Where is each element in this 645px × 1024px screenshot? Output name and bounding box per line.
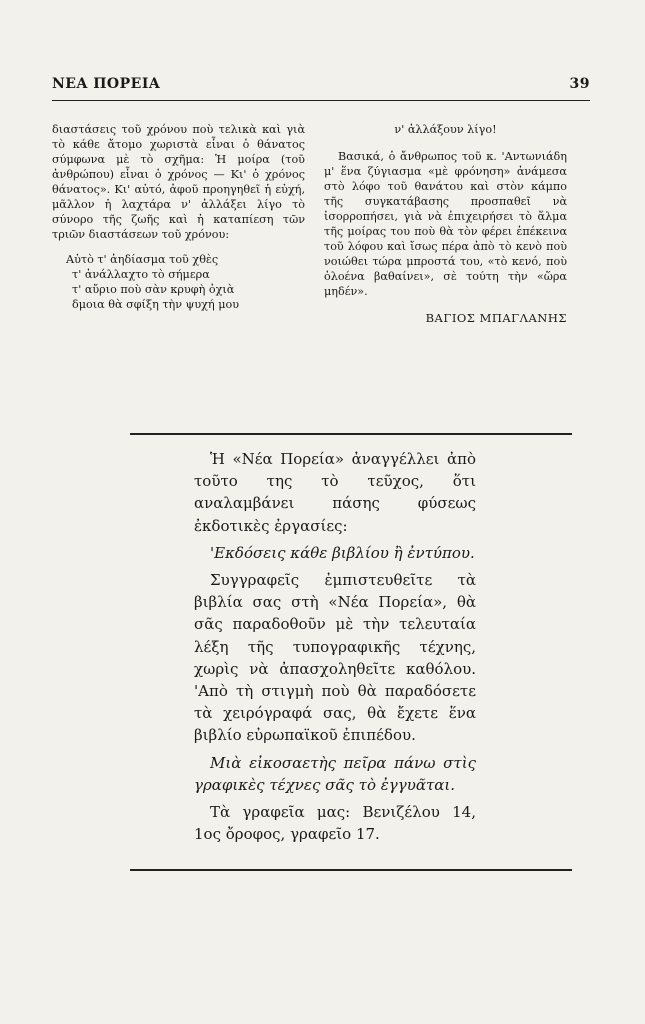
ad-writers: Συγγραφεῖς ἐμπιστευθεῖτε τὰ βιβλία σας στὴ «Νέα Πορεία», θὰ σᾶς παραδοθοῦν μὲ τὴν τελευταία λέξη τῆς τυπογραφικῆς τέχνης, χωρὶς νὰ ἀπασχοληθεῖτε καθόλου. 'Απὸ τὴ στιγμὴ ποὺ θὰ παραδόσετε τὰ χειρόγραφά σας, θὰ ἔχετε ἕνα βιβλίο εὐρωπαϊκοῦ ἐπιπέδου. — [194, 571, 476, 745]
right-column — [324, 122, 567, 332]
ad-intro: Ἡ «Νέα Πορεία» ἀναγγέλλει ἀπὸ τοῦτο της τὸ τεῦχος, ὅτι αναλαμβάνει πάσης φύσεως ἐκδοτικὲς ἐργασίες: — [194, 450, 476, 535]
poem-quote — [66, 252, 305, 312]
page-number: 39 — [569, 76, 590, 92]
section-divider-bottom — [130, 869, 572, 871]
poem-line: τ' αὔριο ποὺ σὰν κρυφὴ ὀχιὰ — [72, 283, 235, 296]
section-divider-top — [130, 433, 572, 435]
right-column-first-line: ν' ἀλλάξουν λίγο! — [394, 123, 497, 136]
poem-line: δμοια θὰ σφίξη τὴν ψυχή μου — [72, 298, 240, 311]
advertisement-box — [194, 448, 476, 850]
right-column-paragraph: Βασικά, ὁ ἄνθρωπος τοῦ κ. 'Αντωνιάδη μ' ἕνα ζύγιασμα «μὲ φρόνηση» ἀνάμεσα στὸ λόφο τοῦ θανάτου καὶ στὸν κάμπο τῆς συγκατάβασης προσπαθεῖ νὰ ἰσορροπήσει, γιὰ νὰ ἐπιχειρήσει τὸ ἅλμα τῆς μοίρας του ποὺ θὰ τὸν φέρει ἐπέκεινα τοῦ λόφου καὶ ἴσως πέρα ἀπὸ τὸ κενὸ ποὺ νοιώθει τώρα μπροστά του, «τὸ κενό, ποὺ ὁλοένα βαθαίνει», σὲ τούτη τὴν «ὥρα μηδέν». — [324, 150, 567, 298]
ad-offices: Τὰ γραφεῖα μας: Βενιζέλου 14, 1ος ὄροφος, γραφεῖο 17. — [194, 803, 476, 844]
author-signature: ΒΑΓΙΟΣ ΜΠΑΓΛΑΝΗΣ — [425, 311, 567, 325]
poem-line: τ' ἀνάλλαχτο τὸ σήμερα — [72, 268, 210, 281]
left-column — [52, 122, 305, 312]
poem-line: Αὐτὸ τ' ἀηδίασμα τοῦ χθὲς — [66, 253, 219, 266]
magazine-title: ΝΕΑ ΠΟΡΕΙΑ — [52, 76, 161, 92]
page-header — [52, 76, 590, 92]
ad-editions: 'Εκδόσεις κάθε βιβλίου ἢ ἐντύπου. — [210, 543, 475, 562]
ad-experience: Μιὰ εἰκοσαετὴς πεῖρα πάνω στὶς γραφικὲς τέχνες σᾶς τὸ ἐγγυᾶται. — [194, 753, 476, 794]
left-column-paragraph: διαστάσεις τοῦ χρόνου ποὺ τελικὰ καὶ γιὰ τὸ κάθε ἄτομο χωριστὰ εἶναι ὁ θάνατος σύμφωνα μὲ τὸ σχῆμα: Ἡ μοίρα (τοῦ ἀνθρώπου) εἶναι ὁ χρόνος — Κι' ὁ χρόνος θάνατος». Κι' αὐτό, ἀφοῦ προηγηθεῖ ἡ εὐχή, μᾶλλον ἡ λαχτάρα ν' ἀλλάξει λίγο τὸ σύνορο τῆς ζωῆς καὶ ἡ καταπίεση τῶν τριῶν διαστάσεων τοῦ χρόνου: — [52, 123, 305, 241]
header-rule — [52, 100, 590, 101]
